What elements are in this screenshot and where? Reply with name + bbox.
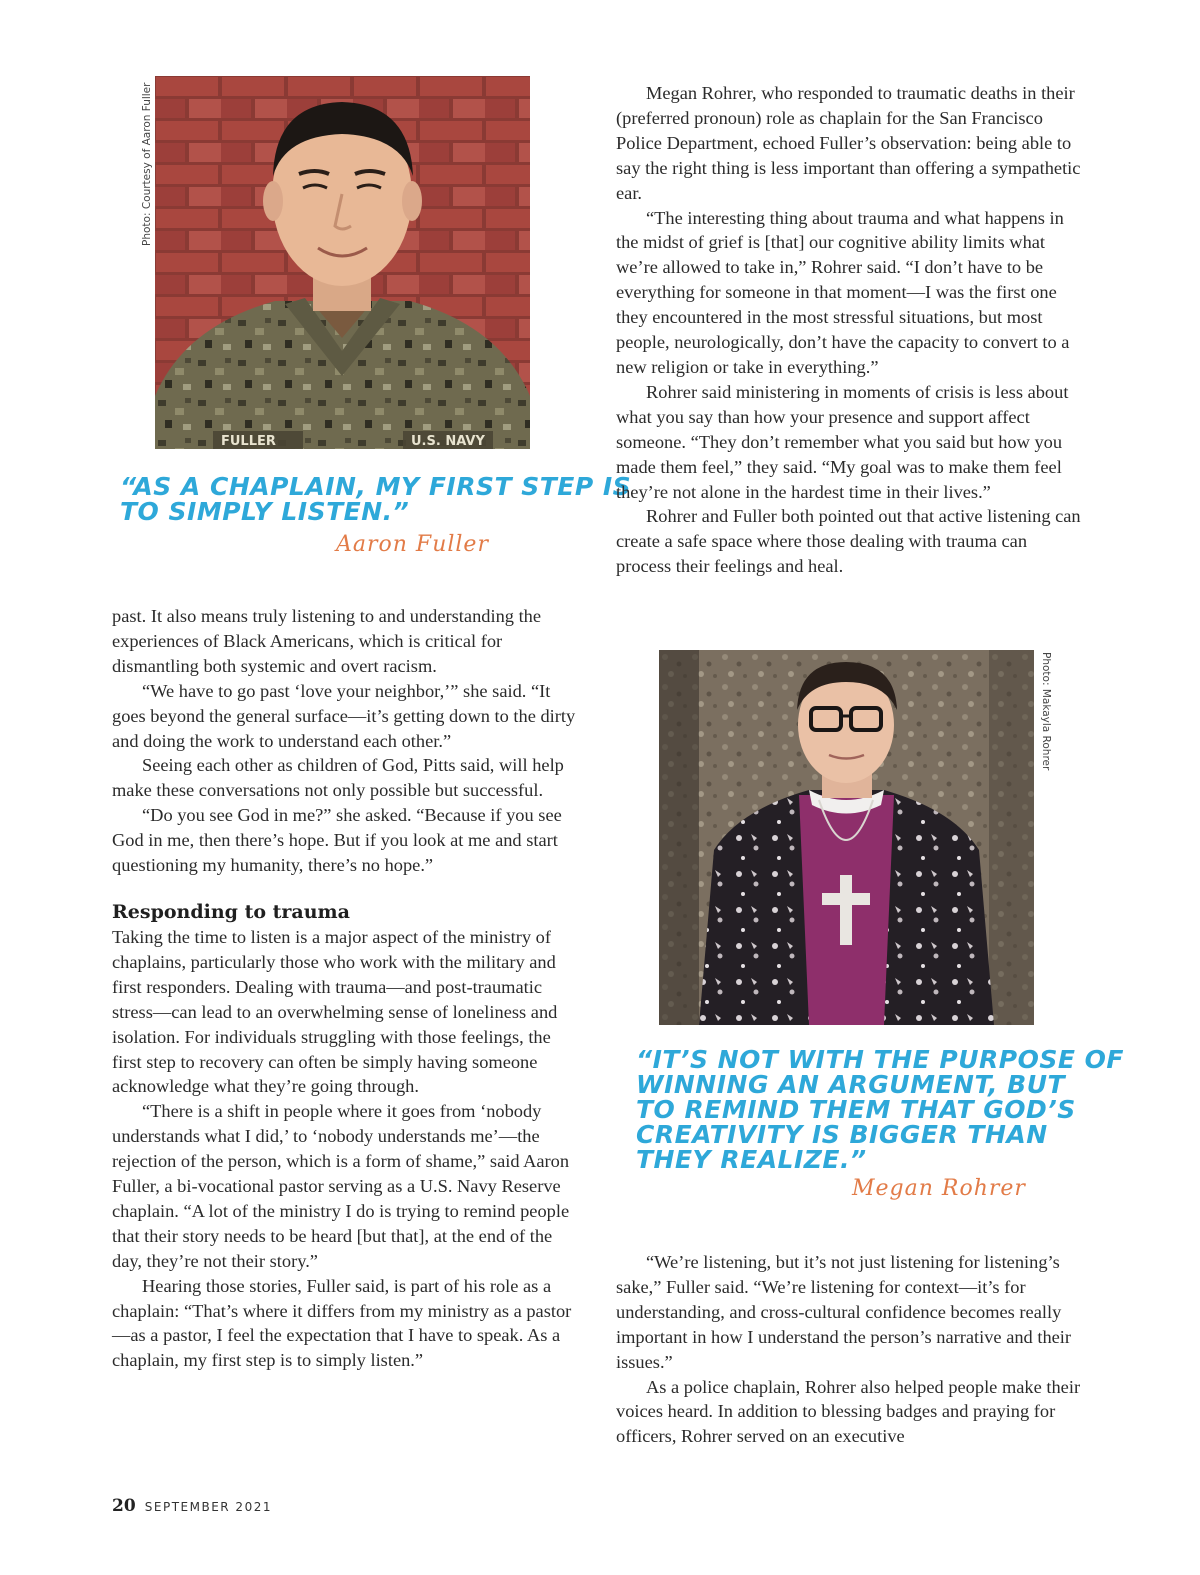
pull-quote-line: WINNING AN ARGUMENT, BUT xyxy=(636,1070,1066,1099)
pull-quote-line: THEY REALIZE.” xyxy=(636,1145,867,1174)
body-paragraph: Megan Rohrer, who responded to traumatic deaths in their (preferred pronoun) role as chaplain for the San Francisco Police Department, echoed Fuller’s observation: being able to say the right thing is less important than offering a sympathetic ear. xyxy=(616,83,1081,203)
pull-quote-line: “AS A CHAPLAIN, MY FIRST STEP IS xyxy=(120,472,632,501)
body-paragraph: “There is a shift in people where it goes from ‘nobody understands what I did,’ to ‘nobody understands me’—the rejection of the person, which is a form of shame,” said Aaron Fuller, a bi-vocational pastor serving as a U.S. Navy Reserve chaplain. “A lot of the ministry I do is trying to remind people that their story needs to be heard [but that], at the end of the day, they’re not their story.” xyxy=(112,1101,570,1271)
body-paragraph: “We’re listening, but it’s not just listening for listening’s sake,” Fuller said. “We’re listening for context—it’s for understanding, and cross-cultural confidence becomes really important in how I understand the person’s narrative and their issues.” xyxy=(616,1252,1072,1372)
body-paragraph: Seeing each other as children of God, Pitts said, will help make these conversations not only possible but successful. xyxy=(112,755,564,801)
navy-tape: U.S. NAVY xyxy=(411,434,485,449)
name-tape: FULLER xyxy=(221,434,276,449)
right-column-bottom xyxy=(616,1250,1084,1449)
pull-quote-fuller xyxy=(120,474,631,524)
body-paragraph: Taking the time to listen is a major aspect of the ministry of chaplains, particularly those who work with the military and first responders. Dealing with trauma—and post-traumatic stress—can lead to an overwhelming sense of loneliness and isolation. For individuals struggling with those feelings, the first step to recovery can often be simply having someone acknowledge what they’re going through. xyxy=(112,926,558,1097)
photo-credit-rohrer: Photo: Makayla Rohrer xyxy=(1040,652,1052,771)
photo-aaron-fuller xyxy=(155,76,530,449)
portrait-illustration xyxy=(659,650,1034,1025)
body-paragraph: “The interesting thing about trauma and what happens in the midst of grief is [that] our cognitive ability limits what we’re allowed to take in,” Rohrer said. “I don’t have to be everything for someone in that moment—I was the first one they encountered in the most stressful situations, but most people, neurologically, don’t have the capacity to convert to a new religion or take in everything.” xyxy=(616,207,1070,377)
signature-aaron-fuller: Aaron Fuller xyxy=(336,532,489,557)
pull-quote-line: TO SIMPLY LISTEN.” xyxy=(120,497,410,526)
body-paragraph: “Do you see God in me?” she asked. “Because if you see God in me, then there’s hope. But if you look at me and start questioning my humanity, there’s no hope.” xyxy=(112,805,562,876)
left-column xyxy=(112,604,580,1373)
signature-megan-rohrer: Megan Rohrer xyxy=(852,1176,1026,1201)
body-paragraph: past. It also means truly listening to and understanding the experiences of Black Americans, which is critical for dismantling both systemic and overt racism. xyxy=(112,606,542,676)
right-column-top xyxy=(616,81,1084,579)
body-paragraph: As a police chaplain, Rohrer also helped people make their voices heard. In addition to blessing badges and praying for officers, Rohrer served on an executive xyxy=(616,1376,1081,1447)
body-paragraph: “We have to go past ‘love your neighbor,’” she said. “It goes beyond the general surface—it’s getting down to the dirty and doing the work to understand each other.” xyxy=(112,680,576,751)
photo-credit-fuller: Photo: Courtesy of Aaron Fuller xyxy=(141,82,153,246)
photo-megan-rohrer xyxy=(659,650,1034,1025)
pull-quote-line: CREATIVITY IS BIGGER THAN xyxy=(636,1120,1048,1149)
body-paragraph: Rohrer and Fuller both pointed out that active listening can create a safe space where those dealing with trauma can process their feelings and heal. xyxy=(616,506,1081,577)
page-footer xyxy=(112,1496,272,1516)
issue-date: SEPTEMBER 2021 xyxy=(144,1500,272,1514)
section-heading: Responding to trauma xyxy=(112,900,350,923)
pull-quote-rohrer xyxy=(636,1047,1124,1172)
body-paragraph: Rohrer said ministering in moments of crisis is less about what you say than how your presence and support affect someone. “They don’t remember what you said but how you made them feel,” they said. “My goal was to make them feel they’re not alone in the hardest time in their lives.” xyxy=(616,381,1069,502)
body-paragraph: Hearing those stories, Fuller said, is part of his role as a chaplain: “That’s where it differs from my ministry as a pastor—as a pastor, I feel the expectation that I have to speak. As a chaplain, my first step is to simply listen.” xyxy=(112,1275,572,1371)
page-number: 20 xyxy=(112,1496,136,1516)
pull-quote-line: TO REMIND THEM THAT GOD’S xyxy=(636,1095,1076,1124)
pull-quote-line: “IT’S NOT WITH THE PURPOSE OF xyxy=(636,1045,1124,1074)
portrait-illustration xyxy=(155,76,530,449)
